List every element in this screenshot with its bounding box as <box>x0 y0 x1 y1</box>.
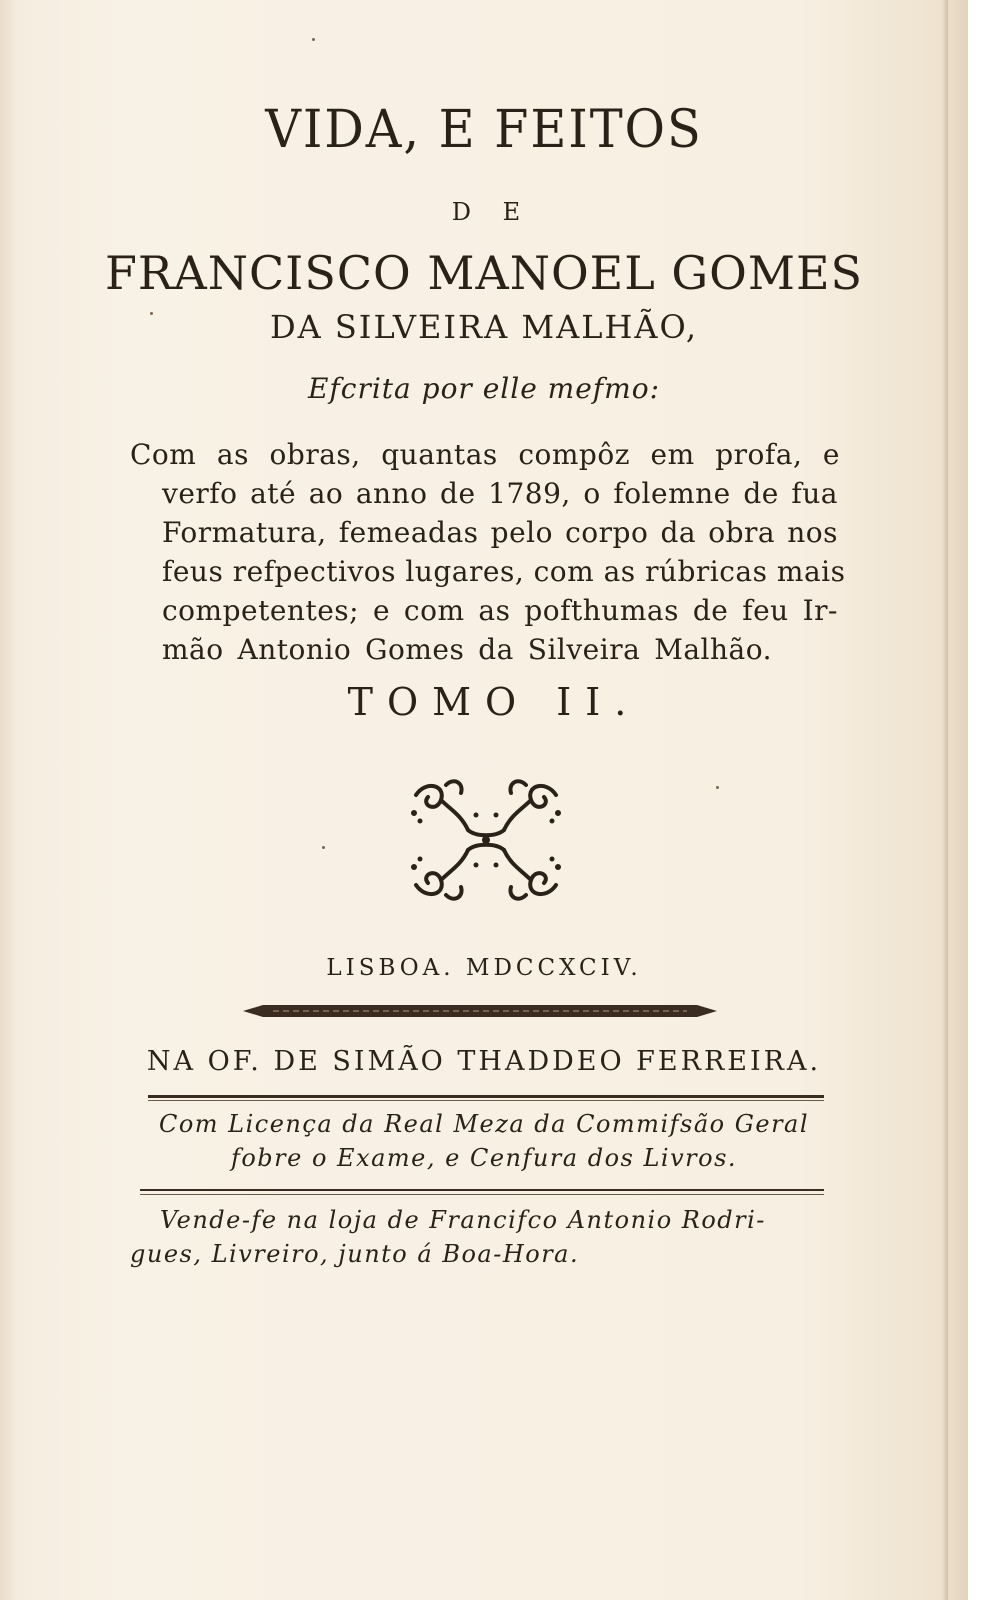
volume-number: TOMO II. <box>347 680 641 724</box>
book-title: VIDA, E FEITOS <box>265 100 703 160</box>
printer-line: NA OF. DE SIMÃO THADDEO FERREIRA. <box>146 1046 822 1077</box>
license-line: Com Licença da Real Meza da Commifsão Geral <box>158 1110 810 1138</box>
subtitle: Efcrita por elle mefmo: <box>307 372 660 405</box>
author-name-line2: DA SILVEIRA MALHÃO, <box>269 308 699 346</box>
description-line: verfo até ao anno de 1789, o folemne de fua <box>162 477 838 510</box>
description-line: Formatura, femeadas pelo corpo da obra nos <box>162 516 838 549</box>
page-edge-shadow <box>942 0 948 1600</box>
description-line: competentes; e com as pofthumas de feu Ir- <box>162 594 838 627</box>
paper-speck <box>312 38 315 41</box>
divider <box>148 1100 824 1101</box>
paper-speck <box>322 846 325 849</box>
description-line: mão Antonio Gomes da Silveira Malhão. <box>162 633 772 666</box>
license-line: fobre o Exame, e Cenfura dos Livros. <box>230 1144 738 1172</box>
decorative-rule-icon <box>243 1002 717 1020</box>
preposition-de: D E <box>451 198 533 226</box>
imprint-place-date: LISBOA. MDCCXCIV. <box>326 955 642 981</box>
sale-notice-line: Vende-fe na loja de Francifco Antonio Rodri- <box>160 1206 766 1234</box>
paper-speck <box>150 312 153 315</box>
divider <box>140 1194 824 1195</box>
author-name-line1: FRANCISCO MANOEL GOMES <box>104 246 864 300</box>
divider <box>148 1095 824 1098</box>
sale-notice-line: gues, Livreiro, junto á Boa-Hora. <box>130 1240 580 1268</box>
divider <box>140 1189 824 1191</box>
fleuron-ornament-icon <box>406 775 566 905</box>
description-line: feus refpectivos lugares, com as rúbricas mais <box>162 555 846 588</box>
paper-speck <box>716 786 719 789</box>
description-line: Com as obras, quantas compôz em profa, e <box>130 438 840 471</box>
